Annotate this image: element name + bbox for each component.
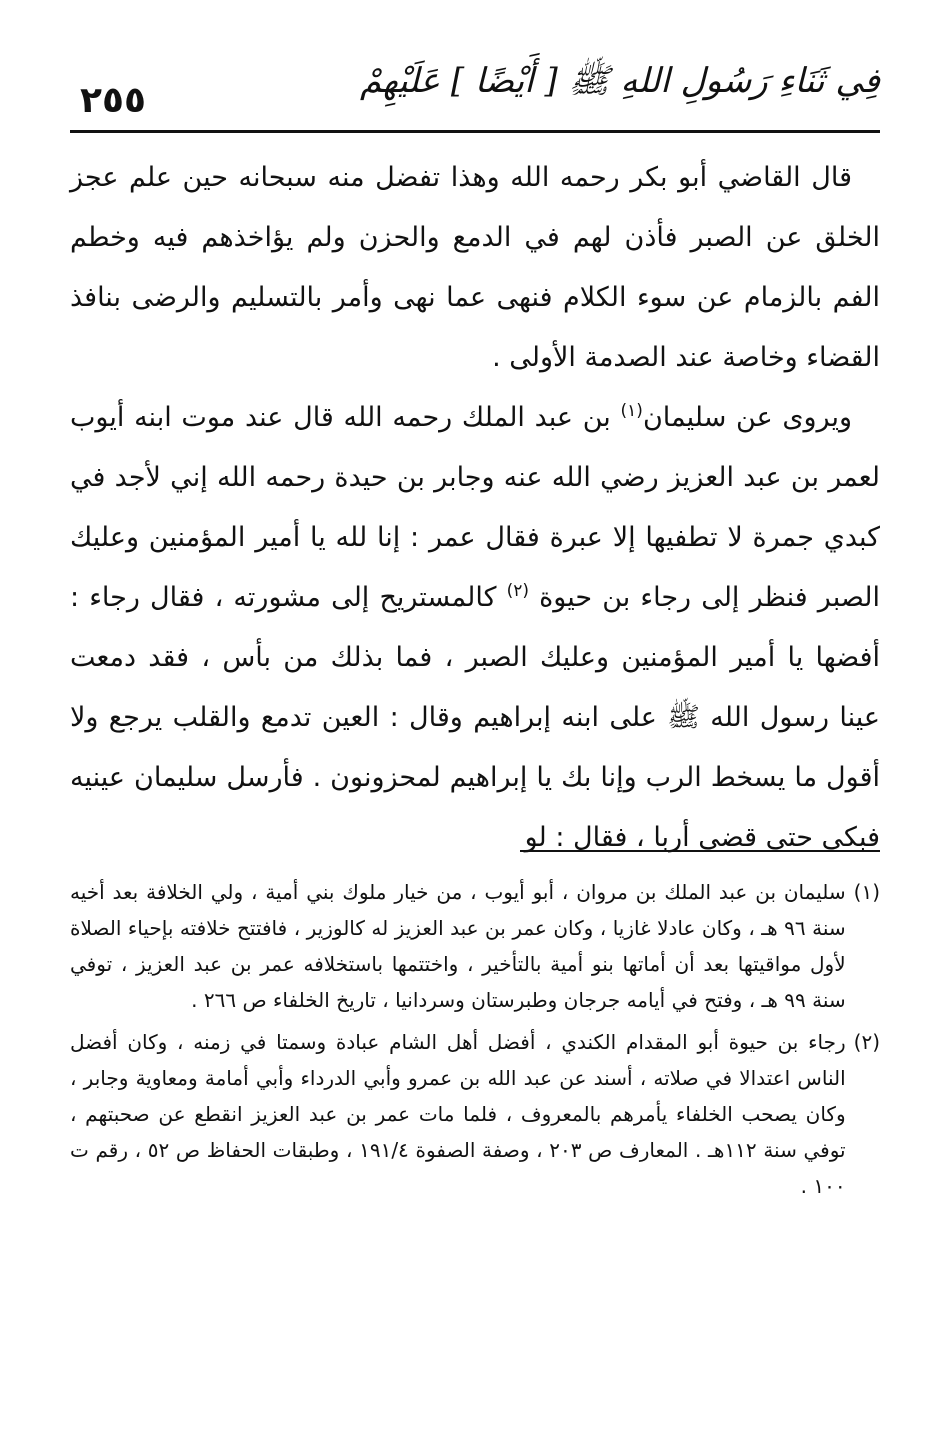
footnotes <box>70 874 880 1210</box>
main-text <box>70 148 880 868</box>
page-number: ٢٥٥ <box>80 80 146 121</box>
paragraph-text: كالمستريح إلى مشورته ، فقال رجاء : أفضها يا أمير المؤمنين وعليك الصبر ، فما بذلك من بأس ، فقد دمعت عينا رسول الله ﷺ على ابنه إبراهيم وقال : العين تدمع والقلب يرجع ولا أقول ما يسخط الرب وإنا بك يا إبراهيم لمحزونون . فأرسل سليمان عينيه فبكى حتى قضى أربا ، فقال : لو <box>70 582 880 853</box>
page-header <box>70 60 880 130</box>
running-title: فِي ثَنَاءِ رَسُولِ اللهِ ﷺ [ أَيْضًا ] عَلَيْهِمْ <box>359 61 880 101</box>
header-divider <box>70 130 880 133</box>
footnote-1 <box>70 874 880 1018</box>
footnote-reference-1[interactable]: (١) <box>620 401 643 421</box>
footnote-text: رجاء بن حيوة أبو المقدام الكندي ، أفضل أهل الشام عبادة وسمتا في زمنه ، وكان أفضل الناس اعتدالا في صلاته ، أسند عن عبد الله بن عمرو وأبي الدرداء وأبي أمامة ومعاوية وجابر ، وكان يصحب الخلفاء يأمرهم بالمعروف ، فلما مات عمر بن عبد العزيز انقطع عن صحبتهم ، توفي سنة ١١٢هـ . المعارف ص ٢٠٣ ، وصفة الصفوة ١٩١/٤ ، وطبقات الحفاظ ص ٥٢ ، رقم ت ١٠٠ . <box>70 1030 846 1198</box>
paragraph-text: ويروى عن سليمان <box>642 402 852 433</box>
paragraph-text: قال القاضي أبو بكر رحمه الله وهذا تفضل منه سبحانه حين علم عجز الخلق عن الصبر فأذن لهم في الدمع والحزن ولم يؤاخذهم فيه وخطم الفم بالزمام عن سوء الكلام فنهى عما نهى وأمر بالتسليم والرضى بنافذ القضاء وخاصة عند الصدمة الأولى . <box>70 162 880 373</box>
footnote-reference-2[interactable]: (٢) <box>506 581 529 601</box>
paragraph <box>70 148 880 388</box>
footnote-text: سليمان بن عبد الملك بن مروان ، أبو أيوب ، من خيار ملوك بني أمية ، ولي الخلافة بعد أخيه سنة ٩٦ هـ ، وكان عادلا غازيا ، وكان عمر بن عبد العزيز له كالوزير ، فافتتح خلافته بإحياء الصلاة لأول مواقيتها بعد أن أماتها بنو أمية بالتأخير ، واختتمها باستخلافه عمر بن عبد العزيز ، توفي سنة ٩٩ هـ ، وفتح في أيامه جرجان وطبرستان وسردانيا ، تاريخ الخلفاء ص ٢٦٦ . <box>70 880 846 1012</box>
footnote-number: (١) <box>853 880 880 904</box>
paragraph <box>70 388 880 868</box>
paragraph-text: بن عبد الملك رحمه الله قال عند موت ابنه أيوب لعمر بن عبد العزيز رضي الله عنه وجابر بن حيدة رحمه الله إني لأجد في كبدي جمرة لا تطفيها إلا عبرة فقال عمر : إنا لله يا أمير المؤمنين وعليك الصبر فنظر إلى رجاء بن حيوة <box>70 402 880 613</box>
footnote-2 <box>70 1024 880 1204</box>
footnote-number: (٢) <box>853 1030 880 1054</box>
footnote-divider <box>520 850 880 852</box>
